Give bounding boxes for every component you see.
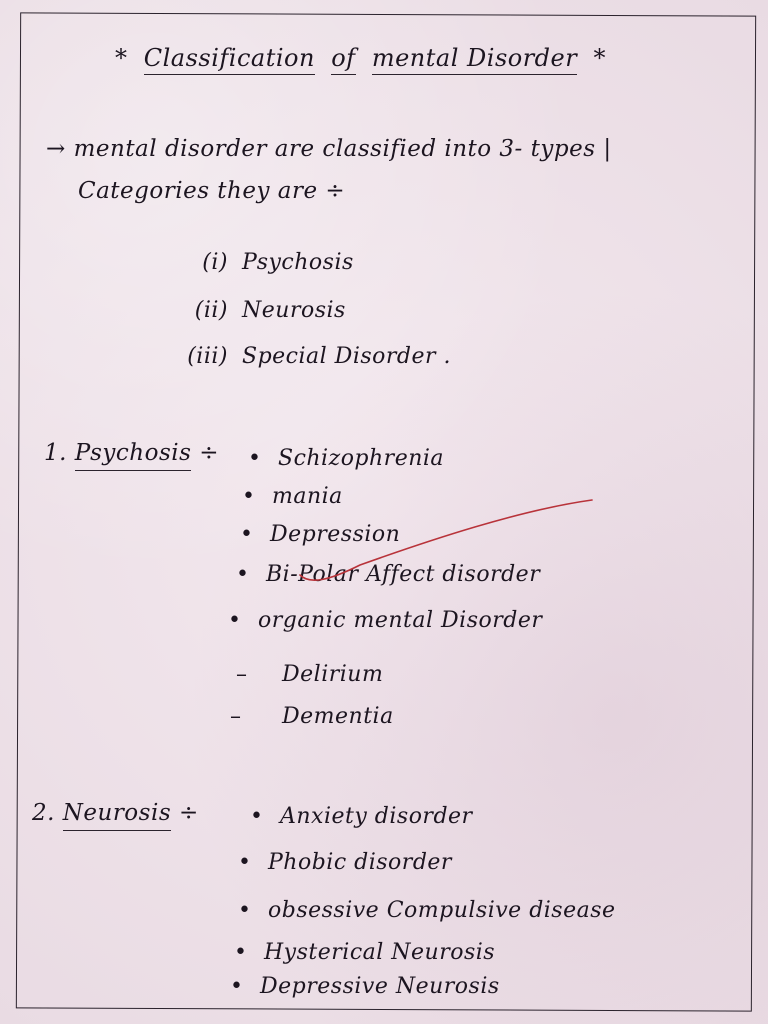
list-item-text: organic mental Disorder xyxy=(258,608,543,633)
section-separator: ÷ xyxy=(178,800,199,826)
list-item-text: obsessive Compulsive disease xyxy=(268,898,616,923)
list-item xyxy=(250,804,473,829)
list-item-text: Phobic disorder xyxy=(268,850,452,875)
bullet: • xyxy=(238,898,252,923)
title-part-classification: Classification xyxy=(144,44,315,75)
list-item-text: mania xyxy=(272,484,343,509)
list-item-text: Bi-Polar Affect disorder xyxy=(266,562,541,587)
bullet: • xyxy=(250,804,264,829)
list-item-text: Dementia xyxy=(282,704,394,729)
bullet: • xyxy=(238,850,252,875)
type-number: (ii) xyxy=(194,298,228,323)
bullet: • xyxy=(234,940,248,965)
section-number: 2. xyxy=(32,800,55,826)
title-part-mental-disorder: mental Disorder xyxy=(372,44,577,75)
type-number: (i) xyxy=(202,250,228,275)
bullet: – xyxy=(236,662,248,687)
type-label: Psychosis xyxy=(242,250,354,275)
type-label: Neurosis xyxy=(242,298,346,323)
title-part-of: of xyxy=(331,44,355,75)
section-separator: ÷ xyxy=(199,440,220,466)
section-heading-neurosis xyxy=(32,800,199,826)
list-item xyxy=(230,974,500,999)
bullet: • xyxy=(228,608,242,633)
section-title: Neurosis xyxy=(63,800,171,831)
list-item-text: Depression xyxy=(270,522,401,547)
list-item xyxy=(234,940,495,965)
bullet: • xyxy=(236,562,250,587)
list-item-text: Schizophrenia xyxy=(278,446,445,471)
bullet: • xyxy=(240,522,254,547)
intro-line-2: Categories they are ÷ xyxy=(78,178,346,204)
type-label: Special Disorder . xyxy=(242,344,452,369)
list-item-text: Anxiety disorder xyxy=(280,804,473,829)
title-star-left: * xyxy=(115,44,128,72)
title-star-right: * xyxy=(593,44,606,72)
bullet: – xyxy=(230,704,242,729)
list-item xyxy=(238,898,616,923)
section-number: 1. xyxy=(44,440,67,466)
type-number: (iii) xyxy=(187,344,228,369)
intro-line-1: → mental disorder are classified into 3- types | xyxy=(46,136,612,162)
bullet: • xyxy=(230,974,244,999)
list-item xyxy=(238,850,452,875)
section-title: Psychosis xyxy=(75,440,192,471)
list-item-text: Depressive Neurosis xyxy=(260,974,500,999)
bullet: • xyxy=(242,484,256,509)
list-item-text: Hysterical Neurosis xyxy=(264,940,496,965)
list-item-text: Delirium xyxy=(282,662,384,687)
bullet: • xyxy=(248,446,262,471)
